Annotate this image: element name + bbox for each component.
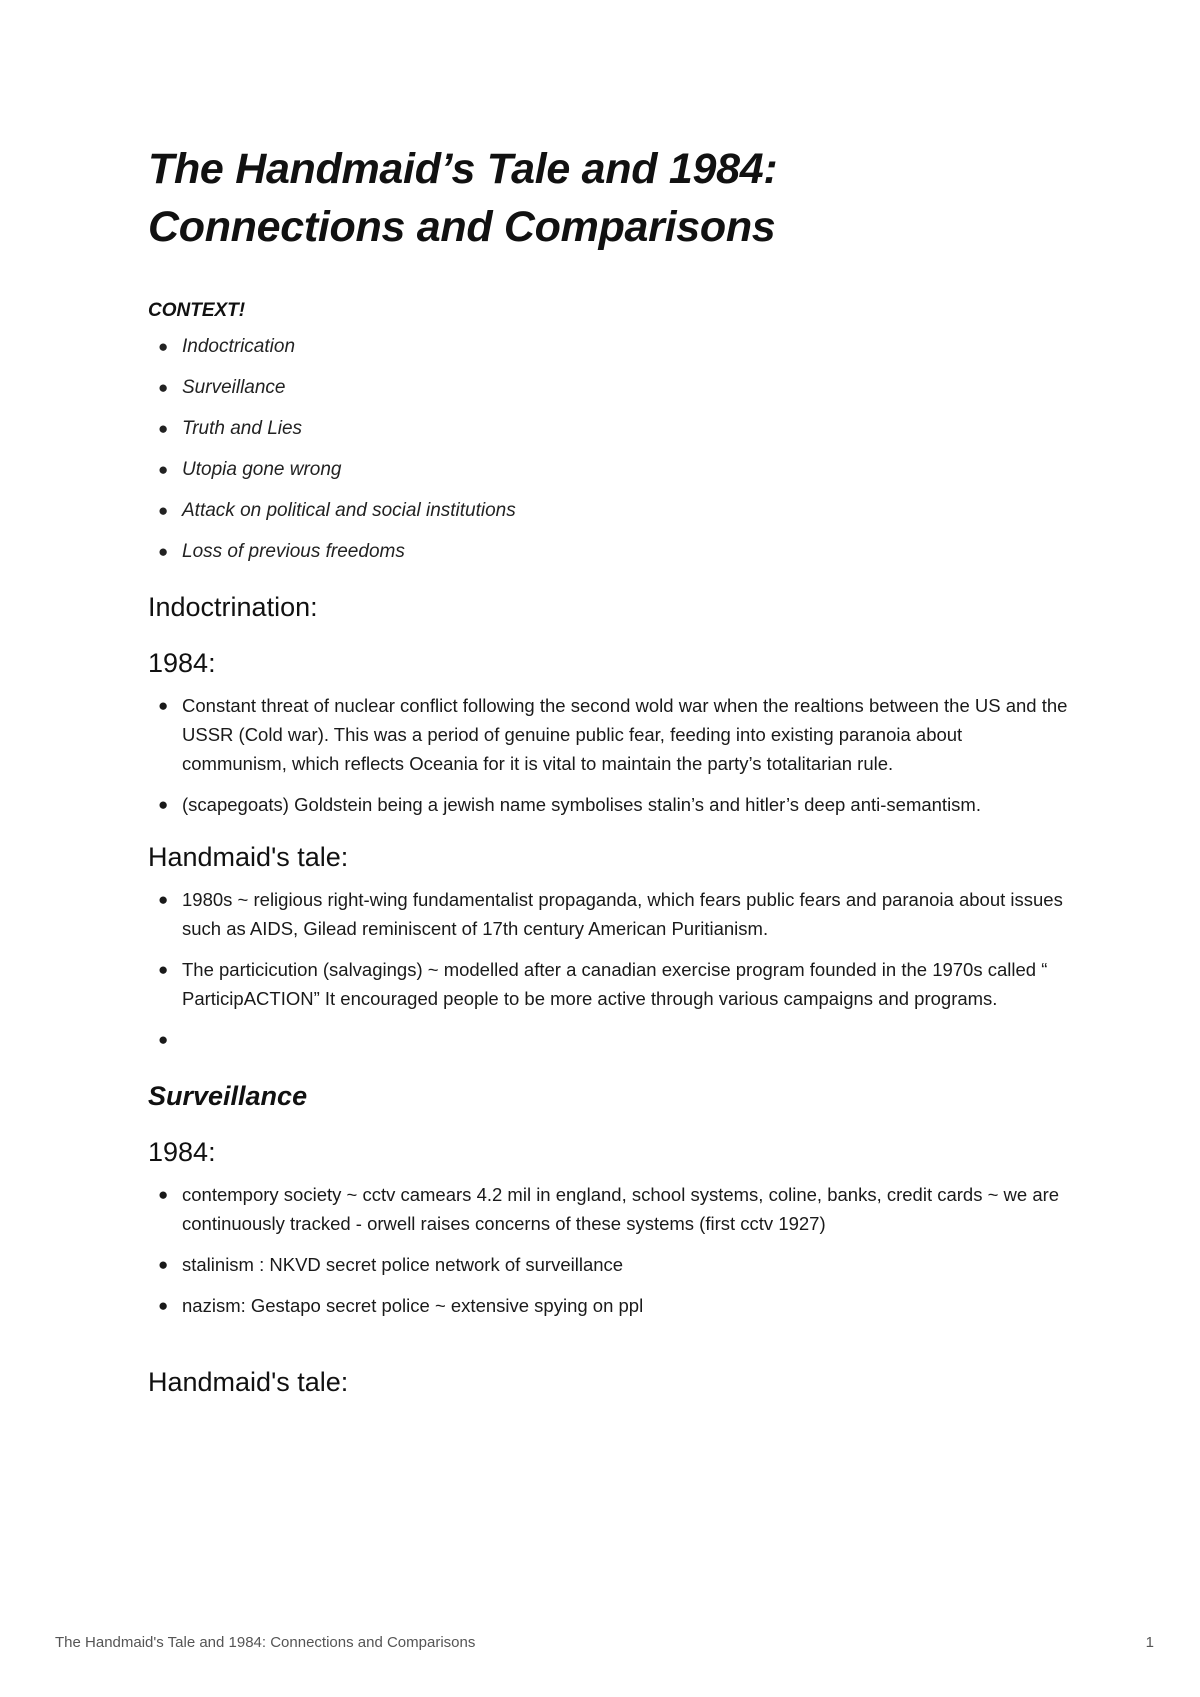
list-item bbox=[148, 334, 1068, 360]
document-title-line-1: The Handmaid’s Tale and 1984: bbox=[148, 145, 778, 193]
list-item-text: The particicution (salvagings) ~ modelled after a canadian exercise program founded in the 1970s called “ ParticipACTION” It encouraged people to be more active through various campaigns and programs. bbox=[182, 959, 1048, 1009]
bullet-icon: ● bbox=[158, 542, 169, 561]
list-item bbox=[148, 790, 1068, 819]
bullet-icon: ● bbox=[158, 696, 169, 715]
list-item bbox=[148, 1180, 1068, 1238]
bullet-icon: ● bbox=[158, 501, 169, 520]
list-item-text: (scapegoats) Goldstein being a jewish name symbolises stalin’s and hitler’s deep anti-semantism. bbox=[182, 794, 981, 815]
list-item bbox=[148, 885, 1068, 943]
list-item-text: Truth and Lies bbox=[182, 418, 303, 439]
list-item-text: nazism: Gestapo secret police ~ extensive spying on ppl bbox=[182, 1295, 644, 1316]
indoctrination-1984-list bbox=[148, 691, 1068, 819]
bullet-icon: ● bbox=[158, 1296, 169, 1315]
list-item-empty bbox=[148, 1025, 1068, 1054]
list-item-text: stalinism : NKVD secret police network of surveillance bbox=[182, 1254, 624, 1275]
subheading-1984: 1984: bbox=[148, 648, 216, 678]
bullet-icon: ● bbox=[158, 419, 169, 438]
list-item-text: Attack on political and social institutions bbox=[182, 500, 516, 521]
list-item-text: Utopia gone wrong bbox=[182, 459, 342, 480]
list-item bbox=[148, 1291, 1068, 1320]
document-title-line-2: Connections and Comparisons bbox=[148, 203, 776, 251]
surveillance-1984-list bbox=[148, 1180, 1068, 1320]
bullet-icon: ● bbox=[158, 337, 169, 356]
indoctrination-handmaids-list bbox=[148, 885, 1068, 1054]
list-item-text: Surveillance bbox=[182, 377, 286, 398]
section-heading-indoctrination: Indoctrination: bbox=[148, 592, 318, 622]
context-label: CONTEXT! bbox=[148, 300, 246, 321]
list-item bbox=[148, 498, 1068, 524]
bullet-icon: ● bbox=[158, 795, 169, 814]
bullet-icon: ● bbox=[158, 378, 169, 397]
subheading-handmaids-tale: Handmaid's tale: bbox=[148, 1367, 349, 1397]
document-page bbox=[148, 140, 1068, 1400]
list-item-text: contempory society ~ cctv camears 4.2 mil in england, school systems, coline, banks, credit cards ~ we are continuously tracked - orwell raises concerns of these systems (first cctv 1927) bbox=[182, 1184, 1060, 1234]
context-list bbox=[148, 334, 1068, 565]
list-item-text: Loss of previous freedoms bbox=[182, 541, 405, 562]
bullet-icon: ● bbox=[158, 1185, 169, 1204]
bullet-icon: ● bbox=[158, 890, 169, 909]
subheading-1984: 1984: bbox=[148, 1137, 216, 1167]
list-item bbox=[148, 1250, 1068, 1279]
bullet-icon: ● bbox=[158, 960, 169, 979]
list-item bbox=[148, 375, 1068, 401]
list-item bbox=[148, 539, 1068, 565]
bullet-icon: ● bbox=[158, 1255, 169, 1274]
list-item bbox=[148, 955, 1068, 1013]
bullet-icon: ● bbox=[158, 1030, 169, 1049]
document-title bbox=[148, 140, 1068, 256]
page-number: 1 bbox=[1145, 1634, 1154, 1651]
list-item bbox=[148, 457, 1068, 483]
list-item-text: Constant threat of nuclear conflict following the second wold war when the realtions between the US and the USSR (Cold war). This was a period of genuine public fear, feeding into existing paranoia about communism, which reflects Oceania for it is vital to maintain the party’s totalitarian rule. bbox=[182, 695, 1068, 774]
subheading-handmaids-tale: Handmaid's tale: bbox=[148, 842, 349, 872]
list-item bbox=[148, 691, 1068, 778]
page-footer bbox=[55, 1634, 1154, 1651]
footer-title: The Handmaid's Tale and 1984: Connections and Comparisons bbox=[55, 1634, 476, 1651]
section-heading-surveillance: Surveillance bbox=[148, 1081, 308, 1111]
list-item bbox=[148, 416, 1068, 442]
bullet-icon: ● bbox=[158, 460, 169, 479]
list-item-text: Indoctrication bbox=[182, 336, 296, 357]
list-item-text: 1980s ~ religious right-wing fundamentalist propaganda, which fears public fears and paranoia about issues such as AIDS, Gilead reminiscent of 17th century American Puritianism. bbox=[182, 889, 1063, 939]
